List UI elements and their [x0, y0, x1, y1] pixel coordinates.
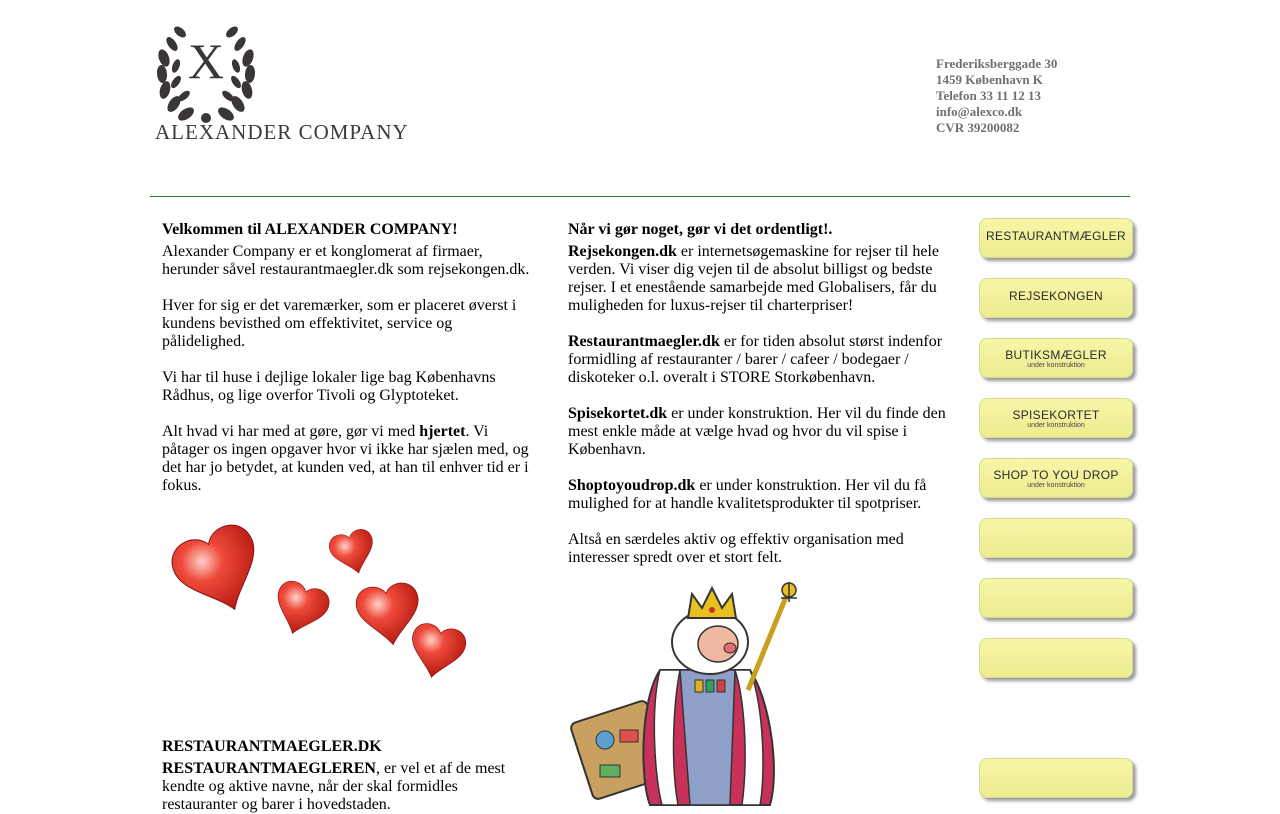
contact-phone: Telefon 33 11 12 13: [936, 88, 1041, 103]
rm-service-bold: Restaurantmaegler.dk: [568, 333, 720, 350]
heart-icon: [405, 621, 468, 683]
crown-icon: [688, 588, 736, 618]
welcome-title: Velkommen til ALEXANDER COMPANY!: [162, 221, 458, 238]
nav-label: RESTAURANTMÆGLER: [986, 229, 1126, 243]
nav-button-restaurantmaegler[interactable]: [979, 218, 1133, 258]
heart-icon: [327, 527, 380, 579]
p4-text-a: Alt hvad vi har med at gøre, gør vi med: [162, 423, 420, 440]
header-divider: [150, 196, 1130, 197]
contact-cvr: CVR 39200082: [936, 120, 1020, 135]
nav-button-empty-1[interactable]: [979, 518, 1133, 558]
nav-label: SPISEKORTET: [1012, 408, 1100, 422]
p4-bold: hjertet: [419, 423, 466, 440]
contact-postal: 1459 København K: [936, 72, 1043, 87]
shoptoyoudrop-paragraph: [568, 477, 948, 513]
services-column: [568, 221, 948, 585]
nav-label: BUTIKSMÆGLER: [1005, 348, 1107, 362]
rm-bold: RESTAURANTMAEGLEREN: [162, 760, 376, 777]
logo-letter: X: [187, 33, 225, 89]
nav-button-empty-2[interactable]: [979, 578, 1133, 618]
rk-text: er internetsøgemaskine for rejser til hele verden. Vi viser dig vejen til de absolut billigst og bedste rejser. I et enestående samarbejde med Globalisers, får du muligheden for luxus-rejser til charterpriser!: [568, 243, 940, 314]
closing-paragraph: Altså en særdeles aktiv og effektiv organisation med interesser spredt over et stort felt.: [568, 531, 904, 566]
king-illustration: [570, 580, 805, 810]
nav-sublabel: under konstruktion: [1027, 482, 1085, 489]
rk-bold: Rejsekongen.dk: [568, 243, 677, 260]
intro-paragraph-3: Vi har til huse i dejlige lokaler lige bag Københavns Rådhus, og lige overfor Tivoli og Glyptoteket.: [162, 369, 496, 404]
nav-label: REJSEKONGEN: [1009, 289, 1103, 303]
nav-button-spisekortet[interactable]: [979, 398, 1133, 438]
intro-paragraph-4: [162, 423, 534, 495]
services-title: Når vi gør noget, gør vi det ordentligt!.: [568, 221, 833, 238]
p4-text-b: . Vi påtager os ingen opgaver hvor vi ikke har sjælen med, og det har jo betydet, at kunden ved, at han til enhver tid er i fokus.: [162, 423, 529, 494]
nav-button-butiksmaegler[interactable]: [979, 338, 1133, 378]
contact-email[interactable]: info@alexco.dk: [936, 104, 1023, 119]
intro-column: [162, 221, 534, 513]
logo-wordmark: ALEXANDER COMPANY: [155, 120, 409, 144]
intro-paragraph-1: Alexander Company er et konglomerat af firmaer, herunder såvel restaurantmaegler.dk som rejsekongen.dk.: [162, 243, 530, 278]
contact-block: [936, 56, 1057, 136]
st-bold: Shoptoyoudrop.dk: [568, 477, 696, 494]
nav-sublabel: under konstruktion: [1027, 362, 1085, 369]
rm-text: , er vel et af de mest kendte og aktive navne, når der skal formidles restauranter og barer i hovedstaden.: [162, 760, 506, 813]
st-text: er under konstruktion. Her vil du få mulighed for at handle kvalitetsprodukter til spotpriser.: [568, 477, 927, 512]
spisekortet-paragraph: [568, 405, 948, 459]
intro-paragraph-2: Hver for sig er det varemærker, som er placeret øverst i kundens bevisthed om effektivitet, service og pålidelighed.: [162, 297, 517, 350]
restaurantmaegler-heading: RESTAURANTMAEGLER.DK: [162, 738, 382, 755]
sk-text: er under konstruktion. Her vil du finde den mest enkle måde at vælge hvad og hvor du vil spise i København.: [568, 405, 946, 458]
nav-sublabel: under konstruktion: [1027, 422, 1085, 429]
nav-button-shoptoyoudrop[interactable]: [979, 458, 1133, 498]
nav-button-empty-4[interactable]: [979, 758, 1133, 798]
scepter-icon: [748, 582, 797, 690]
sk-bold: Spisekortet.dk: [568, 405, 668, 422]
nav-label: SHOP TO YOU DROP: [993, 468, 1119, 482]
hearts-image: [166, 518, 476, 690]
rm-service-text: er for tiden absolut størst indenfor formidling af restauranter / barer / cafeer / bodegaer / diskoteker o.l. overalt i STORE Storkøbenhavn.: [568, 333, 943, 386]
restaurantmaegler-paragraph: [162, 760, 534, 814]
restaurantmaegler-service-paragraph: [568, 333, 948, 387]
rejsekongen-paragraph: [568, 243, 948, 315]
heart-icon: [268, 578, 333, 642]
nav-button-empty-3[interactable]: [979, 638, 1133, 678]
contact-address: Frederiksberggade 30: [936, 56, 1058, 71]
heart-icon: [166, 518, 274, 625]
nav-button-rejsekongen[interactable]: [979, 278, 1133, 318]
